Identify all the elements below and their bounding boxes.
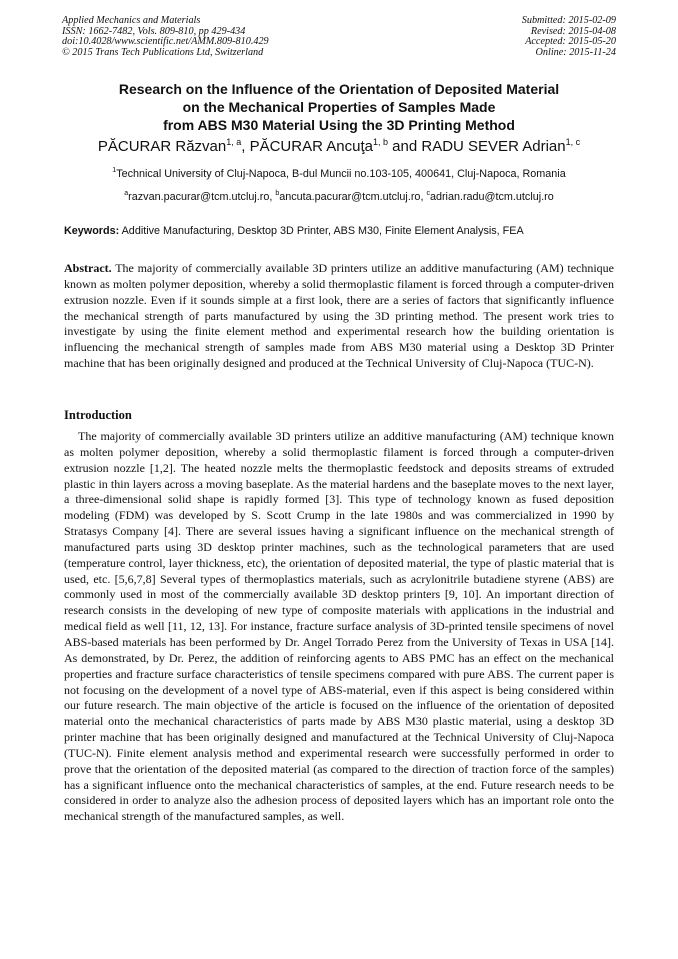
author-affiliation-mark: 1, b bbox=[372, 137, 388, 147]
title-line: Research on the Influence of the Orientation of Deposited Material bbox=[118, 81, 560, 97]
date-accepted: Accepted: 2015-05-20 bbox=[525, 36, 616, 48]
email-address: razvan.pacurar@tcm.utcluj.ro bbox=[128, 191, 270, 203]
email-address: ancuta.pacurar@tcm.utcluj.ro bbox=[279, 191, 421, 203]
email-mark: a bbox=[124, 190, 129, 197]
date-submitted: Submitted: 2015-02-09 bbox=[521, 15, 616, 26]
author-separator: and bbox=[388, 138, 422, 155]
author-list bbox=[60, 137, 618, 157]
date-online: Online: 2015-11-24 bbox=[535, 46, 616, 58]
journal-name: Applied Mechanics and Materials bbox=[62, 15, 201, 26]
affiliation-mark: 1 bbox=[112, 167, 117, 174]
email-mark: b bbox=[275, 190, 280, 197]
title-line: from ABS M30 Material Using the 3D Printing Method bbox=[163, 117, 515, 133]
author-name: PĂCURAR Răzvan bbox=[97, 138, 227, 155]
author-affiliation-mark: 1, c bbox=[565, 137, 581, 147]
title-line: on the Mechanical Properties of Samples Made bbox=[182, 99, 496, 115]
author-name: RADU SEVER Adrian bbox=[421, 138, 566, 155]
affiliation-text: Technical University of Cluj-Napoca, B-dul Muncii no.103-105, 400641, Cluj-Napoca, Romania bbox=[116, 168, 566, 180]
author-separator: , bbox=[241, 138, 250, 155]
abstract-text: The majority of commercially available 3D printers utilize an additive manufacturing (AM) technique known as molten polymer deposition, whereby a solid thermoplastic filament is forced through a computer-driven extrusion nozzle. Even if it sounds simple at a first look, there are a series of factors that significantly influence the mechanical strength of parts manufactured by using the 3D printing method. The present work tries to investigate by using the finite element method and experimental research how the building orientation is influencing the mechanical strength of samples made from ABS M30 material using a Desktop 3D Printer machine that has been originally designed and produced at the Technical University of Cluj-Napoca (TUC-N). bbox=[64, 261, 614, 371]
email-address: adrian.radu@tcm.utcluj.ro bbox=[429, 191, 554, 203]
journal-doi: doi:10.4028/www.scientific.net/AMM.809-810.429 bbox=[62, 36, 269, 48]
journal-info bbox=[62, 16, 269, 58]
keywords-text: Additive Manufacturing, Desktop 3D Printer, ABS M30, Finite Element Analysis, FEA bbox=[119, 225, 524, 237]
author-affiliation-mark: 1, a bbox=[226, 137, 242, 147]
author-emails bbox=[60, 190, 618, 204]
keywords bbox=[64, 224, 616, 238]
paper-title bbox=[60, 80, 618, 134]
email-separator: , bbox=[420, 191, 427, 203]
keywords-label: Keywords: bbox=[64, 225, 120, 237]
journal-issn: ISSN: 1662-7482, Vols. 809-810, pp 429-434 bbox=[62, 25, 246, 37]
date-revised: Revised: 2015-04-08 bbox=[530, 25, 616, 37]
introduction-paragraph: The majority of commercially available 3D printers utilize an additive manufacturing (AM) technique known as molten polymer deposition, whereby a solid thermoplastic filament is forced through a computer-driven extrusion nozzle [1,2]. The heated nozzle melts the thermoplastic feedstock and deposits streams of extruded plastic in thin layers across a moving baseplate. As the material hardens and the baseplate moves to the next layer, a three-dimensional solid shape is rapidly formed [3]. This type of technology known as fused deposition modeling (FDM) was developed by S. Scott Crump in the late 1980s and was commercialized in 1990 by Stratasys Company [4]. There are several issues having a significant influence on the mechanical strength of manufactured parts using 3D desktop printer machines, such as the technological parameters that are used (temperature control, layer thickness, etc), the orientation of deposited material, the type of plastic material that is used, etc. [5,6,7,8] Several types of thermoplastics materials, such as acrylonitrile butadiene styrene (ABS) are commonly used in most of the commercially available 3D desktop printers [9, 10]. An important direction of research consists in the developing of new type of composite materials with applications in the industrial and medical field as well [11, 12, 13]. For instance, fracture surface analysis of 3D-printed tensile specimens of novel ABS-based materials has been performed by Dr. Angel Torrado Perez from the University of Texas in USA [14]. As demonstrated, by Dr. Perez, the addition of reinforcing agents to ABS PMC has an effect on the mechanical properties and fracture surface characteristics of tensile specimens compared with pure ABS. The current paper is not focusing on the development of a novel type of ABS-material, even if this aspect is being considered within our future research. The main objective of the article is focused on the influence of the orientation of deposited material onto the mechanical characteristics of parts made by ABS M30 plastic material, using a desktop 3D printer machine that has been originally designed and manufactured at the Technical University of Cluj-Napoca (TUC-N). Finite element analysis method and experimental research were successfully performed in order to prove that the orientation of the deposited material (as compared to the direction of traction force of the samples) has a significant influence onto the mechanical characteristics of samples, at the end. Future research needs to be considered in order to analyze also the adhesion process of deposited layers which has an important role onto the mechanical strength of the manufactured samples, as well. bbox=[64, 429, 614, 824]
affiliation bbox=[60, 167, 618, 181]
publication-dates bbox=[522, 16, 616, 58]
abstract-label: Abstract. bbox=[64, 261, 112, 275]
author-name: PĂCURAR Ancuţa bbox=[249, 138, 373, 155]
abstract bbox=[64, 261, 614, 372]
section-heading-introduction: Introduction bbox=[64, 408, 132, 422]
email-separator: , bbox=[269, 191, 276, 203]
email-mark: c bbox=[426, 190, 430, 197]
journal-copyright: © 2015 Trans Tech Publications Ltd, Switzerland bbox=[62, 46, 264, 58]
